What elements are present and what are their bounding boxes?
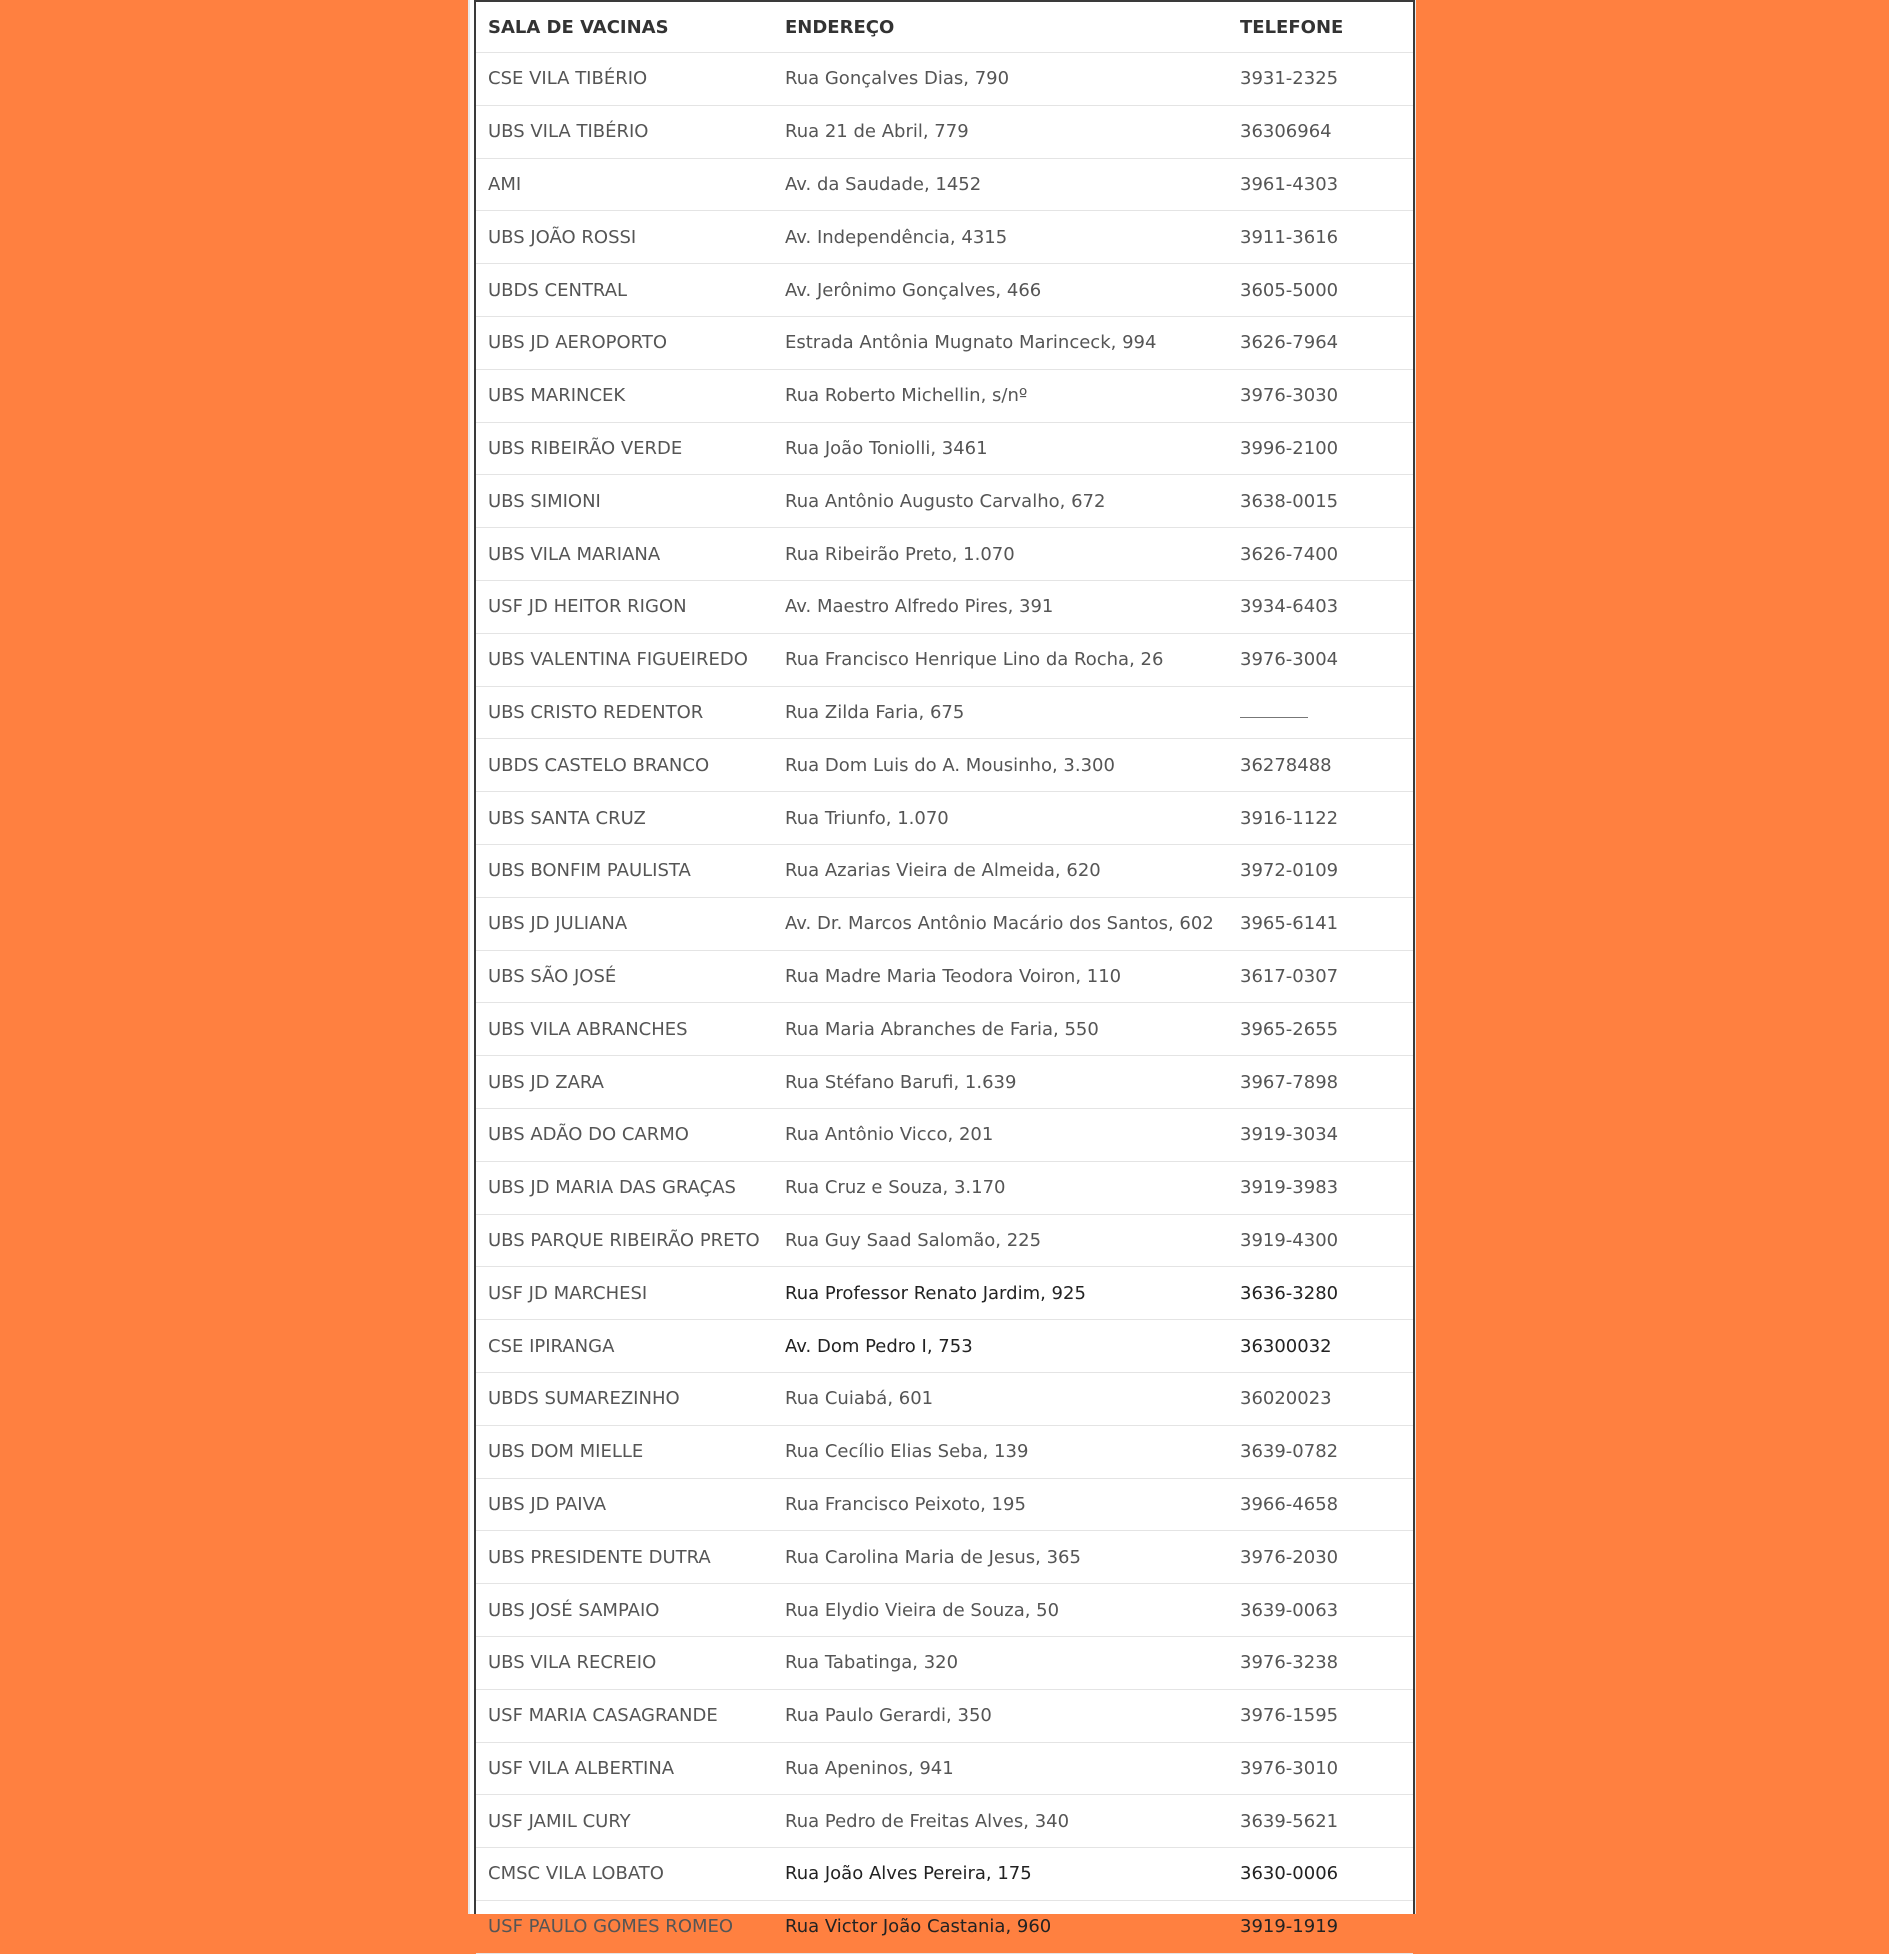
table-row [476,950,1413,1003]
table-row [476,1584,1413,1637]
cell-telefone: 36278488 [1228,739,1413,792]
cell-endereco: Rua Ribeirão Preto, 1.070 [773,528,1228,581]
header-telefone: TELEFONE [1228,2,1413,53]
cell-sala-de-vacinas: USF PAULO GOMES ROMEO [476,1900,773,1953]
cell-sala-de-vacinas: CMSC VILA LOBATO [476,1848,773,1901]
cell-endereco: Rua Dom Luis do A. Mousinho, 3.300 [773,739,1228,792]
cell-telefone: 3966-4658 [1228,1478,1413,1531]
cell-endereco: Estrada Antônia Mugnato Marinceck, 994 [773,316,1228,369]
cell-sala-de-vacinas: USF MARIA CASAGRANDE [476,1689,773,1742]
cell-sala-de-vacinas: UBS JD PAIVA [476,1478,773,1531]
cell-sala-de-vacinas: CSE IPIRANGA [476,1320,773,1373]
cell-telefone: 3630-0006 [1228,1848,1413,1901]
cell-sala-de-vacinas: UBS MARINCEK [476,369,773,422]
vaccine-rooms-table [476,2,1413,1954]
table-row [476,105,1413,158]
table-row [476,211,1413,264]
table-row [476,1003,1413,1056]
header-endereco: ENDEREÇO [773,2,1228,53]
cell-sala-de-vacinas: UBS VALENTINA FIGUEIREDO [476,633,773,686]
cell-telefone: 3911-3616 [1228,211,1413,264]
cell-endereco: Rua Francisco Henrique Lino da Rocha, 26 [773,633,1228,686]
cell-sala-de-vacinas: USF JD MARCHESI [476,1267,773,1320]
cell-sala-de-vacinas: CSE VILA TIBÉRIO [476,53,773,106]
table-row [476,792,1413,845]
cell-endereco: Rua Tabatinga, 320 [773,1636,1228,1689]
blank-phone-line [1240,717,1308,718]
cell-endereco: Av. Independência, 4315 [773,211,1228,264]
table-row [476,1689,1413,1742]
cell-endereco: Rua Azarias Vieira de Almeida, 620 [773,844,1228,897]
cell-telefone: 3626-7964 [1228,316,1413,369]
cell-endereco: Av. Jerônimo Gonçalves, 466 [773,264,1228,317]
cell-sala-de-vacinas: AMI [476,158,773,211]
cell-endereco: Av. da Saudade, 1452 [773,158,1228,211]
table-row [476,475,1413,528]
table-row [476,1214,1413,1267]
cell-endereco: Rua João Alves Pereira, 175 [773,1848,1228,1901]
table-row [476,1636,1413,1689]
cell-telefone: 3639-5621 [1228,1795,1413,1848]
cell-sala-de-vacinas: UBS VILA RECREIO [476,1636,773,1689]
table-row [476,528,1413,581]
cell-telefone: 3976-2030 [1228,1531,1413,1584]
cell-sala-de-vacinas: UBS JOSÉ SAMPAIO [476,1584,773,1637]
cell-telefone: 3919-3983 [1228,1161,1413,1214]
cell-telefone: 3976-3030 [1228,369,1413,422]
table-row [476,1478,1413,1531]
cell-sala-de-vacinas: UBS JD AEROPORTO [476,316,773,369]
cell-telefone: 3934-6403 [1228,580,1413,633]
cell-endereco: Rua Cuiabá, 601 [773,1372,1228,1425]
cell-telefone: 3976-3010 [1228,1742,1413,1795]
cell-endereco: Av. Dr. Marcos Antônio Macário dos Santos, 602 [773,897,1228,950]
cell-endereco: Rua Madre Maria Teodora Voiron, 110 [773,950,1228,1003]
cell-endereco: Rua Elydio Vieira de Souza, 50 [773,1584,1228,1637]
cell-endereco: Rua Zilda Faria, 675 [773,686,1228,739]
cell-telefone: 3626-7400 [1228,528,1413,581]
cell-telefone: 3605-5000 [1228,264,1413,317]
cell-endereco: Rua Antônio Vicco, 201 [773,1108,1228,1161]
table-row [476,686,1413,739]
header-sala-de-vacinas: SALA DE VACINAS [476,2,773,53]
table-row [476,1531,1413,1584]
cell-sala-de-vacinas: USF JAMIL CURY [476,1795,773,1848]
table-row [476,422,1413,475]
cell-telefone: 3636-3280 [1228,1267,1413,1320]
cell-sala-de-vacinas: UBS SANTA CRUZ [476,792,773,845]
cell-sala-de-vacinas: UBDS CENTRAL [476,264,773,317]
cell-telefone [1228,686,1413,739]
cell-sala-de-vacinas: UBS JD ZARA [476,1056,773,1109]
cell-endereco: Av. Maestro Alfredo Pires, 391 [773,580,1228,633]
table-header-row [476,2,1413,53]
cell-telefone: 3967-7898 [1228,1056,1413,1109]
cell-telefone: 3638-0015 [1228,475,1413,528]
cell-telefone: 3976-3238 [1228,1636,1413,1689]
cell-sala-de-vacinas: UBS JD JULIANA [476,897,773,950]
vaccine-rooms-table-frame [474,0,1415,1938]
cell-telefone: 3965-6141 [1228,897,1413,950]
cell-sala-de-vacinas: UBDS SUMAREZINHO [476,1372,773,1425]
cell-sala-de-vacinas: UBS RIBEIRÃO VERDE [476,422,773,475]
cell-endereco: Rua Victor João Castania, 960 [773,1900,1228,1953]
cell-endereco: Rua Apeninos, 941 [773,1742,1228,1795]
table-row [476,1056,1413,1109]
cell-sala-de-vacinas: UBDS CASTELO BRANCO [476,739,773,792]
cell-telefone: 3617-0307 [1228,950,1413,1003]
cell-telefone: 3965-2655 [1228,1003,1413,1056]
cell-sala-de-vacinas: UBS PRESIDENTE DUTRA [476,1531,773,1584]
cell-sala-de-vacinas: UBS BONFIM PAULISTA [476,844,773,897]
table-row [476,158,1413,211]
cell-sala-de-vacinas: UBS DOM MIELLE [476,1425,773,1478]
cell-sala-de-vacinas: UBS JD MARIA DAS GRAÇAS [476,1161,773,1214]
cell-telefone: 3639-0063 [1228,1584,1413,1637]
table-row [476,264,1413,317]
cell-telefone: 3931-2325 [1228,53,1413,106]
cell-endereco: Rua Cruz e Souza, 3.170 [773,1161,1228,1214]
cell-endereco: Rua Cecílio Elias Seba, 139 [773,1425,1228,1478]
cell-endereco: Rua Professor Renato Jardim, 925 [773,1267,1228,1320]
cell-telefone: 3972-0109 [1228,844,1413,897]
table-row [476,1900,1413,1953]
cell-endereco: Rua Roberto Michellin, s/nº [773,369,1228,422]
cell-endereco: Rua Guy Saad Salomão, 225 [773,1214,1228,1267]
cell-endereco: Rua Antônio Augusto Carvalho, 672 [773,475,1228,528]
cell-endereco: Rua Pedro de Freitas Alves, 340 [773,1795,1228,1848]
cell-telefone: 3919-1919 [1228,1900,1413,1953]
table-row [476,580,1413,633]
cell-sala-de-vacinas: USF JD HEITOR RIGON [476,580,773,633]
table-row [476,1372,1413,1425]
cell-sala-de-vacinas: UBS SIMIONI [476,475,773,528]
cell-telefone: 3916-1122 [1228,792,1413,845]
cell-sala-de-vacinas: USF VILA ALBERTINA [476,1742,773,1795]
cell-telefone: 36306964 [1228,105,1413,158]
cell-sala-de-vacinas: UBS VILA ABRANCHES [476,1003,773,1056]
table-row [476,633,1413,686]
cell-endereco: Rua João Toniolli, 3461 [773,422,1228,475]
table-row [476,1742,1413,1795]
cell-endereco: Av. Dom Pedro I, 753 [773,1320,1228,1373]
cell-telefone: 36020023 [1228,1372,1413,1425]
cell-sala-de-vacinas: UBS VILA MARIANA [476,528,773,581]
cell-sala-de-vacinas: UBS ADÃO DO CARMO [476,1108,773,1161]
table-row [476,53,1413,106]
table-row [476,1425,1413,1478]
table-row [476,1108,1413,1161]
cell-endereco: Rua Francisco Peixoto, 195 [773,1478,1228,1531]
cell-endereco: Rua Paulo Gerardi, 350 [773,1689,1228,1742]
cell-endereco: Rua Stéfano Barufi, 1.639 [773,1056,1228,1109]
cell-telefone: 3996-2100 [1228,422,1413,475]
cell-endereco: Rua 21 de Abril, 779 [773,105,1228,158]
cell-telefone: 3961-4303 [1228,158,1413,211]
cell-sala-de-vacinas: UBS PARQUE RIBEIRÃO PRETO [476,1214,773,1267]
cell-sala-de-vacinas: UBS CRISTO REDENTOR [476,686,773,739]
cell-telefone: 36300032 [1228,1320,1413,1373]
cell-sala-de-vacinas: UBS JOÃO ROSSI [476,211,773,264]
cell-endereco: Rua Carolina Maria de Jesus, 365 [773,1531,1228,1584]
cell-telefone: 3919-3034 [1228,1108,1413,1161]
cell-sala-de-vacinas: UBS VILA TIBÉRIO [476,105,773,158]
cell-endereco: Rua Gonçalves Dias, 790 [773,53,1228,106]
table-row [476,1320,1413,1373]
table-row [476,1267,1413,1320]
table-row [476,316,1413,369]
table-row [476,739,1413,792]
table-body [476,53,1413,1954]
cell-endereco: Rua Maria Abranches de Faria, 550 [773,1003,1228,1056]
cell-telefone: 3976-3004 [1228,633,1413,686]
table-row [476,1161,1413,1214]
cell-telefone: 3976-1595 [1228,1689,1413,1742]
table-row [476,897,1413,950]
table-row [476,1848,1413,1901]
cell-endereco: Rua Triunfo, 1.070 [773,792,1228,845]
cell-telefone: 3639-0782 [1228,1425,1413,1478]
cell-telefone: 3919-4300 [1228,1214,1413,1267]
table-row [476,844,1413,897]
cell-sala-de-vacinas: UBS SÃO JOSÉ [476,950,773,1003]
table-row [476,1795,1413,1848]
table-row [476,369,1413,422]
